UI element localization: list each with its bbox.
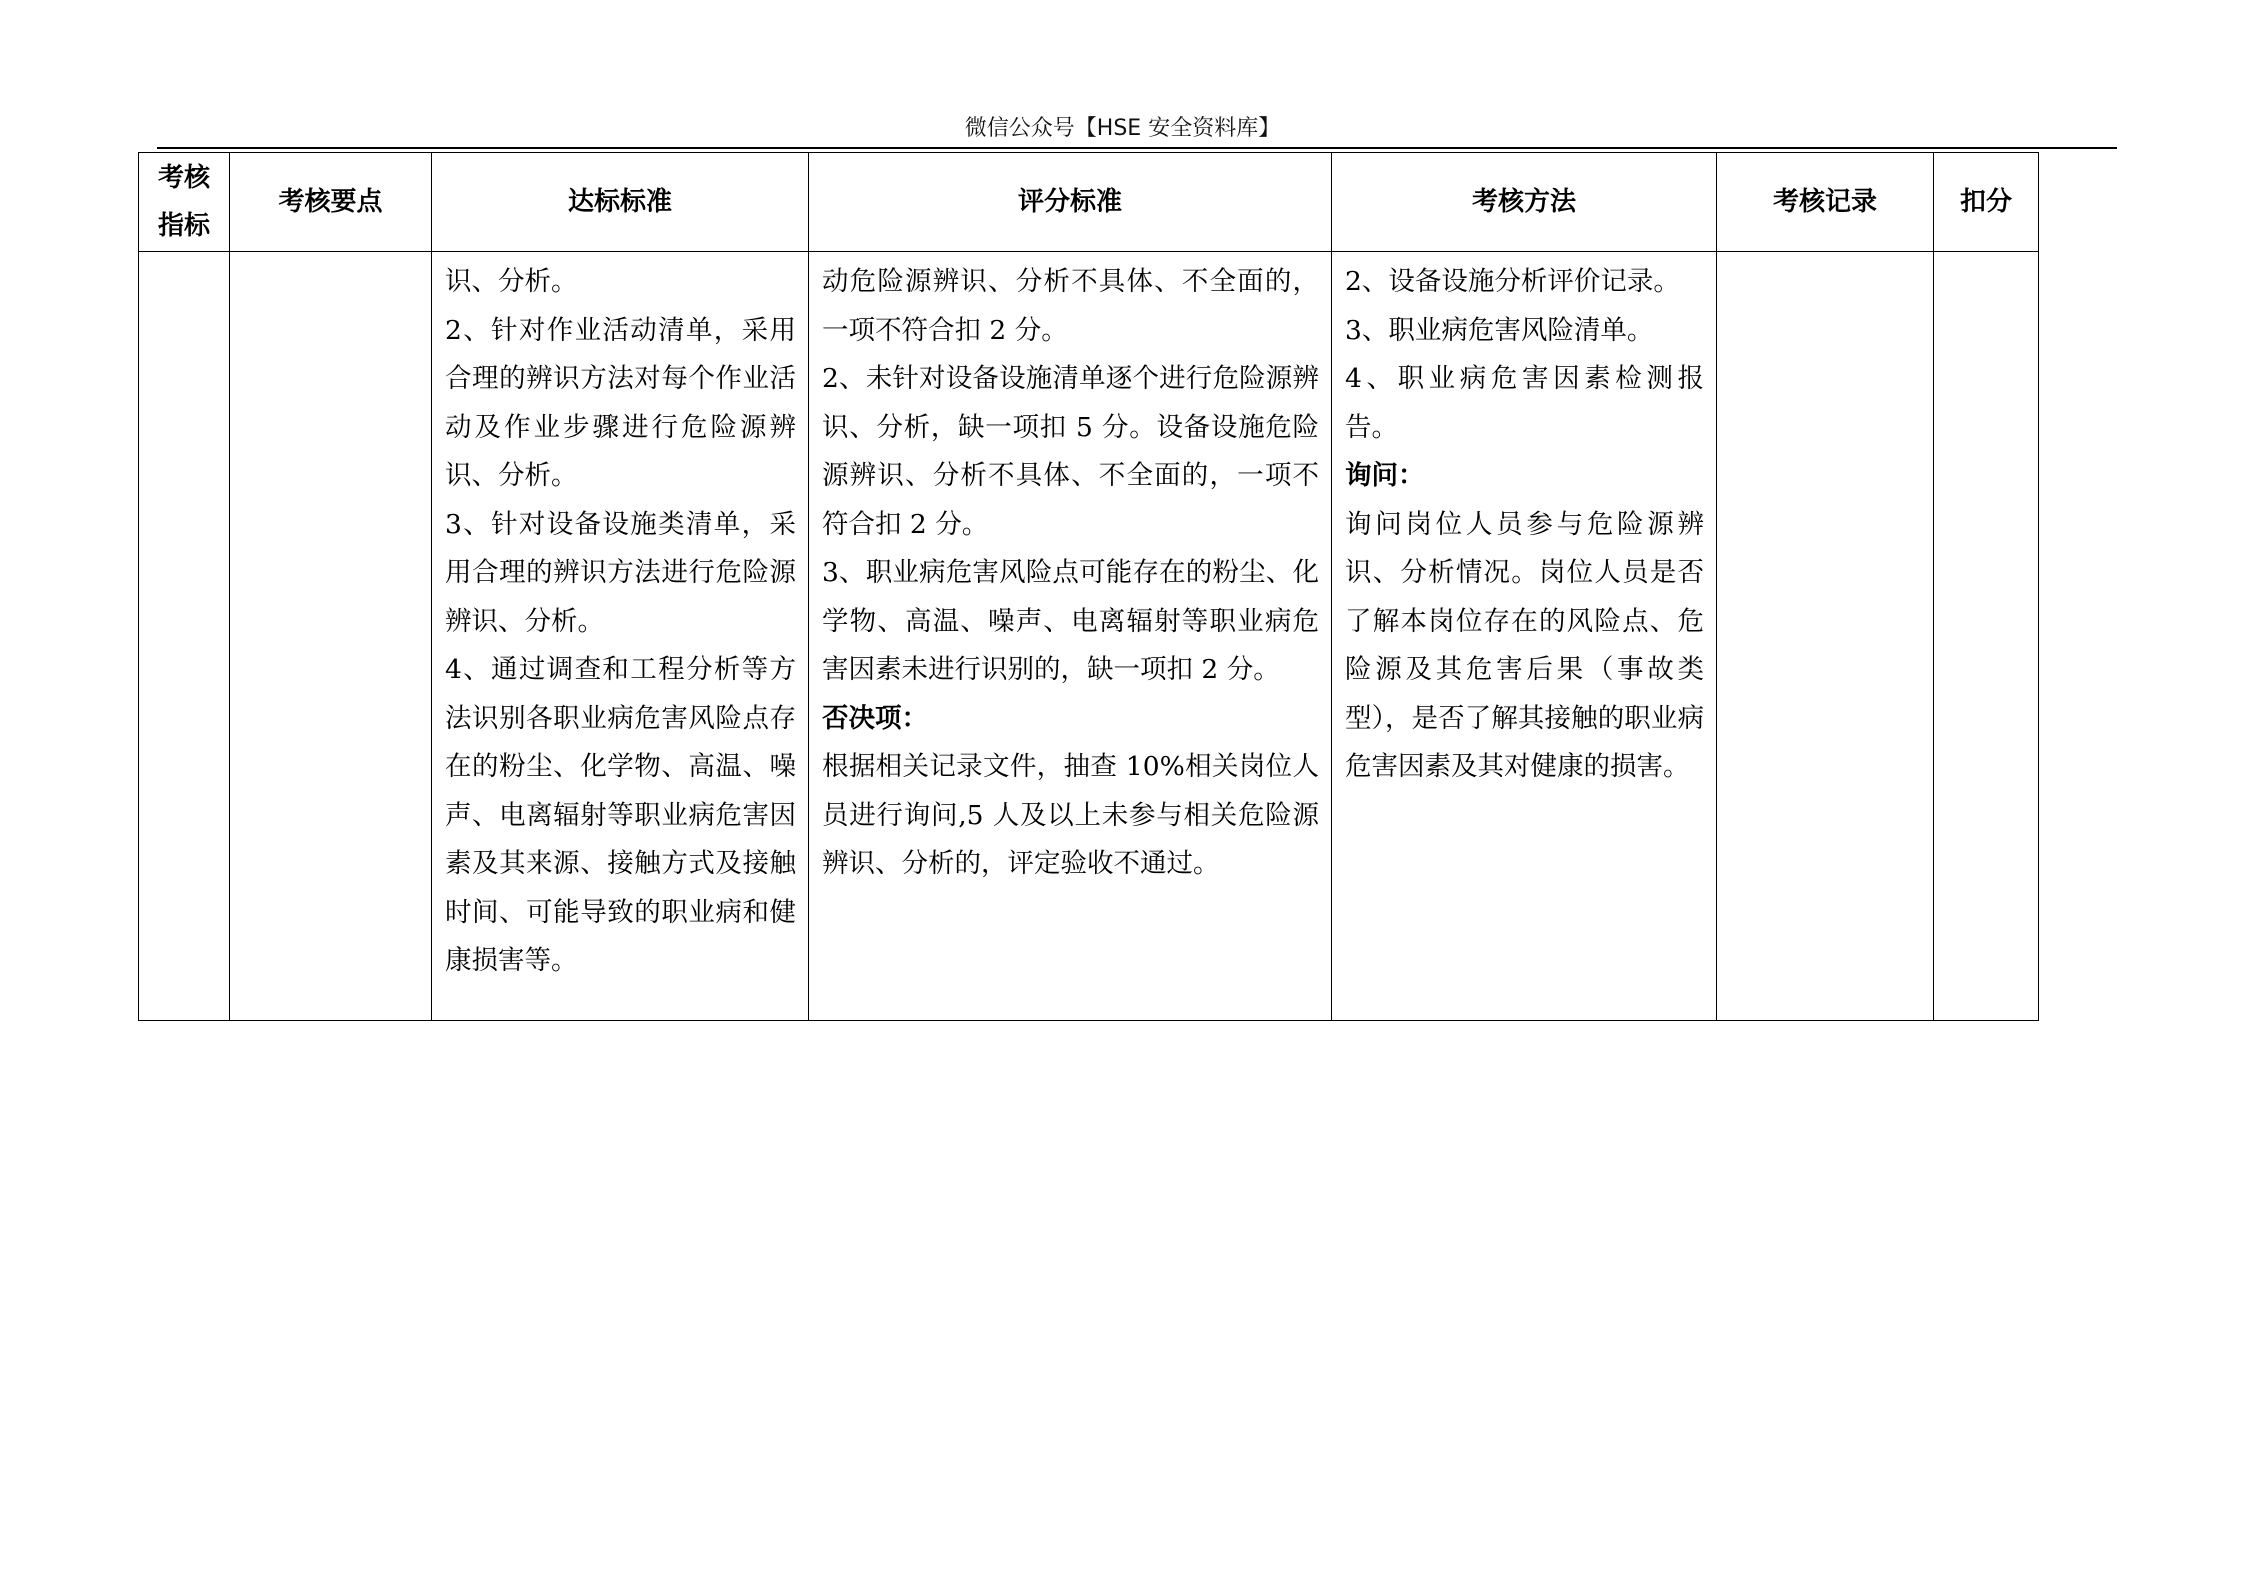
scoring-line: 动危险源辨识、分析不具体、不全面的，一项不符合扣 2 分。: [822, 266, 1319, 346]
header-indicator: [139, 153, 230, 252]
assessment-table: [138, 152, 2039, 1021]
method-line: 2、设备设施分析评价记录。: [1345, 266, 1680, 297]
standard-line: 4、通过调查和工程分析等方法识别各职业病危害风险点存在的粉尘、化学物、高温、噪声、电离辐射等职业病危害因素及其来源、接触方式及接触时间、可能导致的职业病和健康损害等。: [445, 654, 796, 976]
cell-record: [1717, 252, 1934, 1021]
page-header: 微信公众号【HSE 安全资料库】: [964, 116, 1281, 141]
header-method: 考核方法: [1332, 153, 1717, 252]
method-line: 3、职业病危害风险清单。: [1345, 314, 1654, 346]
header-indicator-line1: 考核: [157, 163, 210, 193]
inquiry-label: 询问：: [1345, 460, 1425, 491]
cell-key-points: [230, 252, 432, 1021]
table-row: [139, 252, 2039, 1021]
header-key-points: 考核要点: [230, 153, 432, 252]
veto-label: 否决项：: [822, 702, 928, 734]
header-record: 考核记录: [1717, 153, 1934, 252]
table-header-row: [139, 153, 2039, 252]
scoring-line: 2、未针对设备设施清单逐个进行危险源辨识、分析，缺一项扣 5 分。设备设施危险源辨识、分析不具体、不全面的，一项不符合扣 2 分。: [822, 363, 1319, 540]
standard-line: 识、分析。: [445, 266, 578, 297]
method-line: 4、职业病危害因素检测报告。: [1345, 363, 1704, 443]
cell-scoring: [809, 252, 1332, 1021]
cell-deduction: [1934, 252, 2039, 1021]
header-standard: 达标标准: [432, 153, 809, 252]
header-indicator-line2: 指标: [157, 211, 210, 241]
veto-text: 根据相关记录文件，抽查 10%相关岗位人员进行询问,5 人及以上未参与相关危险源辨识、分析的，评定验收不通过。: [822, 751, 1319, 879]
standard-line: 3、针对设备设施类清单，采用合理的辨识方法进行危险源辨识、分析。: [445, 508, 796, 637]
header-divider: [157, 147, 2117, 149]
cell-method: [1332, 252, 1717, 1021]
scoring-line: 3、职业病危害风险点可能存在的粉尘、化学物、高温、噪声、电离辐射等职业病危害因素未进行识别的，缺一项扣 2 分。: [822, 557, 1319, 685]
inquiry-text: 询问岗位人员参与危险源辨识、分析情况。岗位人员是否了解本岗位存在的风险点、危险源及其危害后果（事故类型），是否了解其接触的职业病危害因素及其对健康的损害。: [1345, 508, 1704, 782]
standard-line: 2、针对作业活动清单，采用合理的辨识方法对每个作业活动及作业步骤进行危险源辨识、分析。: [445, 314, 796, 491]
header-scoring: 评分标准: [809, 153, 1332, 252]
header-deduction: 扣分: [1934, 153, 2039, 252]
cell-indicator: [139, 252, 230, 1021]
cell-standard: [432, 252, 809, 1021]
